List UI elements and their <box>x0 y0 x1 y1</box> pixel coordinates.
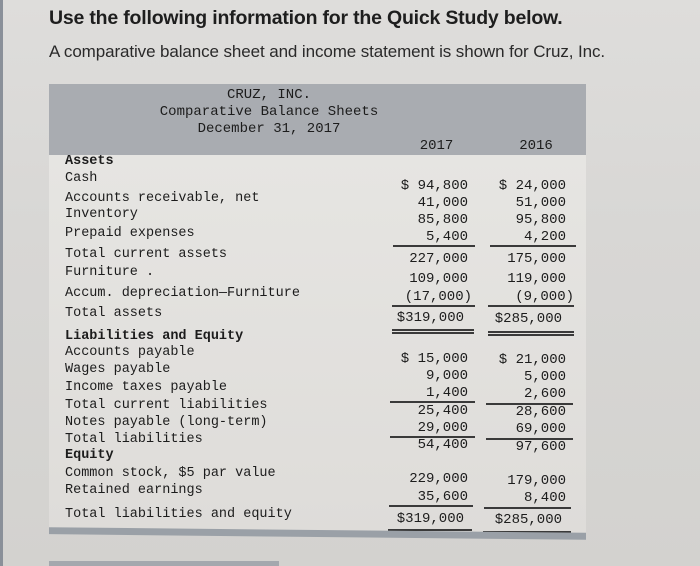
row-label-accum-depreciation: Accum. depreciation—Furniture <box>65 286 300 301</box>
total-liabilities-2017: 54,400 <box>417 437 468 453</box>
assets-total-rule-2016 <box>488 305 574 307</box>
row-label-cash: Cash <box>65 171 98 186</box>
notes-payable-2016: 69,000 <box>515 421 566 437</box>
common-stock-2016: 179,000 <box>507 473 566 489</box>
income-taxes-payable-2017: 1,400 <box>425 385 468 401</box>
accum-depreciation-2016: (9,000) <box>515 289 574 305</box>
instruction-subheading: A comparative balance sheet and income statement is shown for Cruz, Inc. <box>49 42 605 61</box>
row-label-total-liabilities-equity: Total liabilities and equity <box>65 507 292 522</box>
section-liabilities-equity: Liabilities and Equity <box>65 329 244 344</box>
retained-earnings-2016: 8,400 <box>523 490 566 506</box>
accounts-payable-2017: $ 15,000 <box>400 351 468 367</box>
income-taxes-payable-2016: 2,600 <box>523 386 566 402</box>
row-label-total-liabilities: Total liabilities <box>65 432 203 447</box>
prepaid-expenses-2017: 5,400 <box>425 229 468 245</box>
cash-2016: $ 24,000 <box>498 178 566 194</box>
equity-total-rule-2017 <box>389 505 473 507</box>
accounts-payable-2016: $ 21,000 <box>498 352 566 368</box>
notes-payable-2017: 29,000 <box>417 420 468 436</box>
row-label-accounts-receivable: Accounts receivable, net <box>65 191 260 206</box>
accounts-receivable-2017: 41,000 <box>417 195 468 211</box>
row-label-wages-payable: Wages payable <box>65 362 171 377</box>
equity-total-rule-2016 <box>484 507 571 509</box>
window-edge <box>0 0 3 566</box>
accounts-receivable-2016: 51,000 <box>515 195 566 211</box>
column-header-2017: 2017 <box>410 138 463 156</box>
total-liabilities-equity-2017: $319,000 <box>396 511 464 527</box>
total-liabilities-2016: 97,600 <box>515 439 566 455</box>
section-equity: Equity <box>65 448 114 463</box>
total-liabilities-equity-2016: $285,000 <box>494 512 562 528</box>
column-header-2016: 2016 <box>508 138 564 156</box>
accum-depreciation-2017: (17,000) <box>404 289 472 305</box>
next-section-edge <box>49 561 279 566</box>
wages-payable-2017: 9,000 <box>425 368 468 384</box>
cash-2017: $ 94,800 <box>400 178 468 194</box>
row-label-prepaid-expenses: Prepaid expenses <box>65 226 195 241</box>
row-label-accounts-payable: Accounts payable <box>65 345 195 360</box>
subtotal-rule-2017 <box>393 245 475 247</box>
instruction-heading: Use the following information for the Quick Study below. <box>49 7 563 29</box>
assets-double-rule-2016 <box>488 331 574 336</box>
row-label-total-assets: Total assets <box>65 306 163 321</box>
row-label-retained-earnings: Retained earnings <box>65 483 203 498</box>
assets-double-rule-2017 <box>392 329 474 334</box>
row-label-income-taxes-payable: Income taxes payable <box>65 380 228 395</box>
furniture-2016: 119,000 <box>507 271 566 287</box>
row-label-inventory: Inventory <box>65 207 138 222</box>
total-current-assets-2016: 175,000 <box>507 251 566 267</box>
assets-total-rule-2017 <box>392 305 475 307</box>
section-assets: Assets <box>65 154 114 169</box>
furniture-2017: 109,000 <box>409 271 468 287</box>
subtotal-rule-2016 <box>490 245 576 247</box>
total-current-liabilities-2016: 28,600 <box>515 404 566 420</box>
total-assets-2016: $285,000 <box>494 311 562 327</box>
inventory-2017: 85,800 <box>417 212 468 228</box>
total-current-assets-2017: 227,000 <box>409 251 468 267</box>
statement-date: December 31, 2017 <box>197 121 341 137</box>
statement-title: Comparative Balance Sheets <box>159 104 379 120</box>
total-assets-2017: $319,000 <box>396 310 464 326</box>
prepaid-expenses-2016: 4,200 <box>523 229 566 245</box>
retained-earnings-2017: 35,600 <box>417 489 468 505</box>
total-current-liabilities-2017: 25,400 <box>417 403 468 419</box>
row-label-notes-payable: Notes payable (long-term) <box>65 415 268 430</box>
row-label-total-current-liabilities: Total current liabilities <box>65 398 268 413</box>
wages-payable-2016: 5,000 <box>523 369 566 385</box>
row-label-total-current-assets: Total current assets <box>65 247 228 262</box>
inventory-2016: 95,800 <box>515 212 566 228</box>
common-stock-2017: 229,000 <box>409 471 468 487</box>
row-label-common-stock: Common stock, $5 par value <box>65 466 276 481</box>
company-name: CRUZ, INC. <box>226 87 311 103</box>
row-label-furniture: Furniture . <box>65 265 155 280</box>
